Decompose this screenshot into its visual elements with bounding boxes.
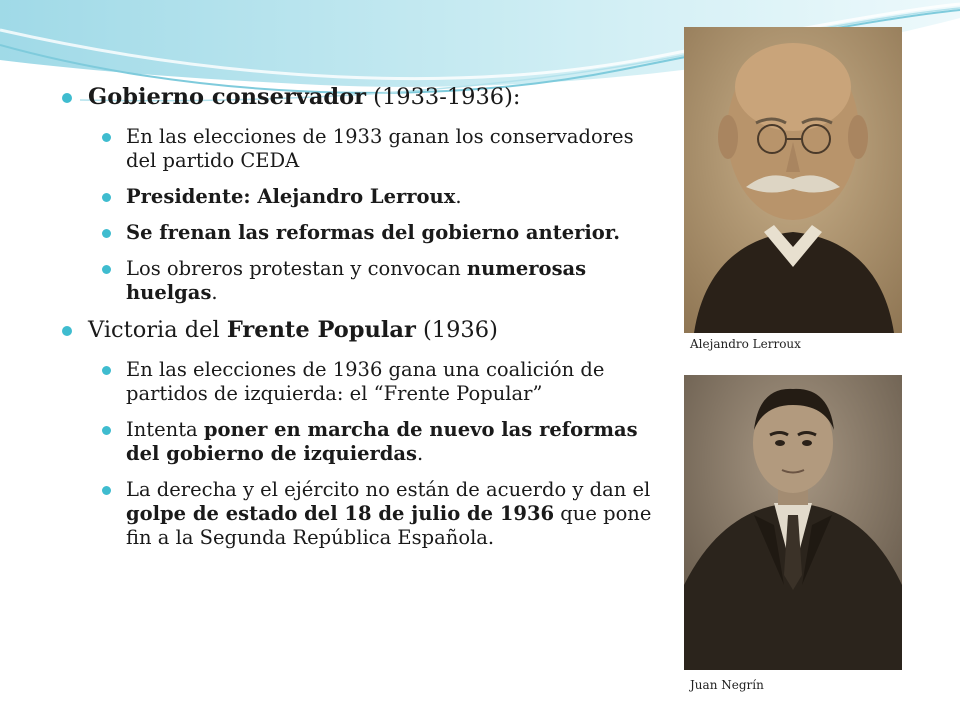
caption-negrin: Juan Negrín bbox=[690, 678, 764, 692]
portrait-photo-negrin bbox=[684, 375, 902, 670]
bullet-se-frenan-reformas: Se frenan las reformas del gobierno anterior. bbox=[58, 221, 668, 245]
section-heading-frente-popular: Victoria del Frente Popular (1936) bbox=[58, 317, 668, 344]
slide-content bbox=[58, 84, 668, 562]
bullet-obreros-protestan: Los obreros protestan y convocan numerosas huelgas. bbox=[58, 257, 668, 305]
bullet-reformas: Intenta poner en marcha de nuevo las reformas del gobierno de izquierdas. bbox=[58, 418, 668, 466]
caption-lerroux: Alejandro Lerroux bbox=[690, 337, 801, 351]
bullet-golpe-de-estado: La derecha y el ejército no están de acuerdo y dan el golpe de estado del 18 de julio de 1936 que pone fin a la Segunda República Española. bbox=[58, 478, 668, 550]
bullet-elecciones-1936: En las elecciones de 1936 gana una coalición de partidos de izquierda: el “Frente Popular” bbox=[58, 358, 668, 406]
bullet-elecciones-1933: En las elecciones de 1933 ganan los conservadores del partido CEDA bbox=[58, 125, 668, 173]
section-heading-gobierno-conservador: Gobierno conservador (1933-1936): bbox=[58, 84, 668, 111]
portrait-photo-lerroux bbox=[684, 27, 902, 333]
bullet-presidente: Presidente: Alejandro Lerroux. bbox=[58, 185, 668, 209]
